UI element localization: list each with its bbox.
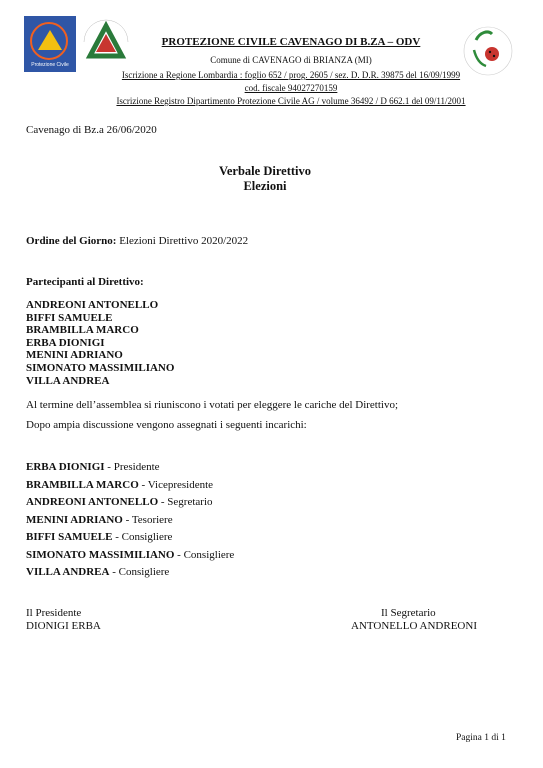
role-title: - Consigliere <box>112 531 173 543</box>
doc-heading-1: Verbale Direttivo <box>219 164 311 178</box>
list-item: BIFFI SAMUELE <box>26 311 113 324</box>
participants-list <box>26 299 174 387</box>
role-name: VILLA ANDREA <box>26 566 110 578</box>
participants-label: Partecipanti al Direttivo: <box>26 276 144 288</box>
role-title: - Tesoriere <box>122 513 173 526</box>
list-item: ERBA DIONIGI <box>26 336 105 349</box>
paragraph-1: Al termine dell’assemblea si riuniscono i votati per eleggere le cariche del Direttivo; <box>26 399 399 411</box>
role-title: - Consigliere <box>174 548 235 561</box>
list-item <box>26 549 234 562</box>
sign-left-title: Il Presidente <box>26 607 82 619</box>
ordine-del-giorno <box>26 235 248 247</box>
role-name: BRAMBILLA MARCO <box>26 478 139 491</box>
sign-left-name: DIONIGI ERBA <box>26 620 101 632</box>
list-item: MENINI ADRIANO <box>26 349 123 362</box>
doc-heading-2: Elezioni <box>243 179 287 193</box>
codice-fiscale-line: cod. fiscale 94027270159 <box>244 83 338 93</box>
role-name: ANDREONI ANTONELLO <box>26 496 159 508</box>
paragraph-2: Dopo ampia discussione vengono assegnati i seguenti incarichi: <box>26 419 307 431</box>
sign-right-name: ANTONELLO ANDREONI <box>351 620 477 632</box>
iscrizione-line: Iscrizione a Regione Lombardia : foglio 652 / prog. 2605 / sez. D. D.R. 39875 del 16/09/1999 <box>121 70 461 80</box>
roles-list <box>26 461 234 579</box>
page-number: Pagina 1 di 1 <box>456 733 506 743</box>
protezione-civile-nazionale-logo <box>80 12 132 72</box>
registro-line: Iscrizione Registro Dipartimento Protezione Civile AG / volume 36492 / D 662.1 del 09/11/2001 <box>116 96 466 106</box>
sign-right-title: Il Segretario <box>381 607 436 619</box>
role-title: - Segretario <box>158 496 213 508</box>
role-name: MENINI ADRIANO <box>26 513 123 526</box>
logo-triangle-icon <box>38 30 62 50</box>
org-title: PROTEZIONE CIVILE CAVENAGO DI B.ZA – ODV <box>161 36 421 48</box>
list-item: ANDREONI ANTONELLO <box>26 299 159 311</box>
role-name: ERBA DIONIGI <box>26 461 105 473</box>
list-item <box>26 479 234 492</box>
protezione-civile-logo <box>24 16 76 72</box>
list-item <box>26 566 234 579</box>
logo-left-text: Protezione Civile <box>31 62 69 68</box>
place-date: Cavenago di Bz.a 26/06/2020 <box>26 124 157 136</box>
list-item <box>26 496 234 509</box>
list-item <box>26 461 234 474</box>
list-item <box>26 514 234 527</box>
odg-value: Elezioni Direttivo 2020/2022 <box>116 235 249 247</box>
comune-line: Comune di CAVENAGO di BRIANZA (MI) <box>210 55 372 65</box>
role-title: - Vicepresidente <box>138 478 214 491</box>
role-name: BIFFI SAMUELE <box>26 531 113 543</box>
list-item: SIMONATO MASSIMILIANO <box>26 361 175 374</box>
role-name: SIMONATO MASSIMILIANO <box>26 548 175 561</box>
role-title: - Presidente <box>104 461 160 473</box>
list-item: BRAMBILLA MARCO <box>26 324 139 337</box>
list-item: VILLA ANDREA <box>26 374 110 387</box>
role-title: - Consigliere <box>109 566 170 578</box>
list-item <box>26 531 234 544</box>
odg-label: Ordine del Giorno: <box>26 235 117 247</box>
